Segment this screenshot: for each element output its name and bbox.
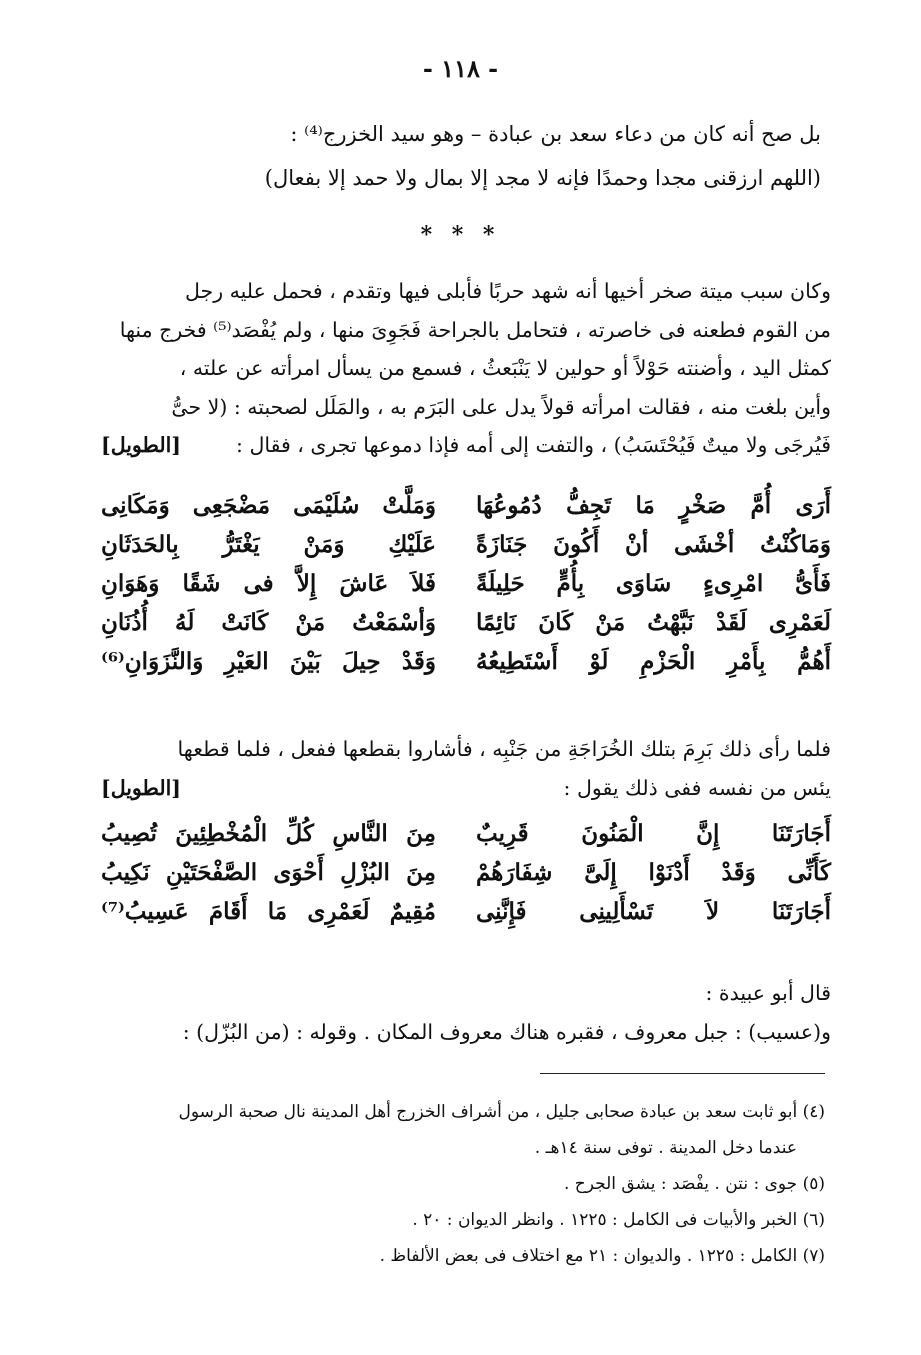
paragraph-1: [101, 272, 831, 465]
paragraph-line: فلما رأى ذلك بَرِمَ بتلك الخُرَاجَةِ من جَنْبِه ، فأشاروا بقطعها ففعل ، فلما قطعها: [177, 737, 831, 761]
page-number: - ١١٨ -: [422, 54, 499, 83]
paragraph-line: [101, 426, 831, 465]
hemistich-first: كَأَنِّى وَقَدْ أَدْنَوْا إِلَىَّ شِفَارَهُمْ: [476, 859, 831, 886]
hemistich-second: وَمَلَّتْ سُلَيْمَى مَضْجَعِى وَمَكَانِى: [101, 492, 436, 519]
closing-text: [101, 974, 831, 1052]
hemistich-second: وَأسْمَعْتُ مَنْ كَانَتْ لَهُ أُذُنَانِ: [101, 609, 436, 636]
paragraph-line: وأين بلغت منه ، فقالت امرأته قولاً يدل على البَرَم به ، والمَلَل لصحبته : (لا حىُّ: [171, 394, 831, 419]
intro-line: بل صح أنه كان من دعاء سعد بن عبادة – وهو سيد الخزرج⁽⁴⁾ :: [290, 122, 821, 146]
poem-2: [101, 820, 831, 937]
verse: [101, 531, 831, 570]
verse: [101, 570, 831, 609]
hemistich-second: فَلاَ عَاشَ إِلاَّ فى شَقًا وَهَوَانِ: [101, 570, 436, 597]
hemistich-first: فَأَىُّ امْرِىءٍ سَاوَى بِأُمٍّ حَلِيلَةً: [476, 570, 831, 597]
hemistich-first: أَجَارَتَنَا لاَ تَسْأَلِينِى فَإِنَّنِى: [476, 898, 831, 925]
hemistich-second: مِنَ البُزْلِ أَحْوَى الصَّفْحَتَيْنِ نَكِيبُ: [101, 859, 436, 886]
paragraph-line: قال أبو عبيدة :: [705, 981, 831, 1005]
hemistich-second: وَقَدْ حِيلَ بَيْنَ العَيْرِ وَالنَّزَوَانِ⁽⁶⁾: [101, 648, 436, 675]
hemistich-second: مُقِيمٌ لَعَمْرِى مَا أَقَامَ عَسِيبُ⁽⁷⁾: [101, 898, 436, 925]
footnotes: [95, 1094, 825, 1274]
hemistich-second: مِنَ النَّاسِ كُلِّ الْمُخْطِئِينَ تُصِيبُ: [101, 820, 436, 847]
paragraph-line-text: يئس من نفسه ففى ذلك يقول :: [563, 776, 831, 800]
section-separator: * * *: [420, 222, 501, 248]
verse: [101, 859, 831, 898]
hemistich-second: عَلَيْكِ وَمَنْ يَغْتَرُّ بِالحَدَثَانِ: [101, 531, 436, 558]
footnote: (٥) جوى : نتن . يفْصَد : يشق الجرح .: [563, 1174, 825, 1194]
poem-1: [101, 492, 831, 687]
verse: [101, 492, 831, 531]
hemistich-first: أَرَى أُمَّ صَخْرٍ مَا تَجِفُّ دُمُوعُهَا: [476, 492, 831, 519]
hemistich-first: لَعَمْرِى لَقَدْ نَبَّهْتُ مَنْ كَانَ نَائِمًا: [476, 609, 831, 636]
hemistich-first: وَمَاكُنْتُ أخْشَى أنْ أَكُونَ جَنَازَةً: [476, 531, 831, 558]
paragraph-line: من القوم فطعنه فى خاصرته ، فتحامل بالجراحة فَجَوِىَ منها ، ولم يُفْصَد⁽⁵⁾ فخرج منها: [119, 317, 831, 342]
footnote: (٦) الخبر والأبيات فى الكامل : ١٢٢٥ . وانظر الديوان : ٢٠ .: [412, 1210, 825, 1230]
intro-line: (اللهم ارزقنى مجدا وحمدًا فإنه لا مجد إلا بمال ولا حمد إلا بفعال): [264, 166, 821, 190]
paragraph-line: و(عسيب) : جبل معروف ، فقبره هناك معروف المكان . وقوله : (من البُزّل) :: [182, 1020, 831, 1044]
paragraph-line: وكان سبب ميتة صخر أخيها أنه شهد حربًا فأبلى فيها وتقدم ، فحمل عليه رجل: [185, 279, 831, 303]
footnote: (٤) أبو ثابت سعد بن عبادة صحابى جليل ، من أشراف الخزرج أهل المدينة نال صحبة الرسول: [178, 1102, 825, 1122]
paragraph-line: كمثل اليد ، وأضنته حَوْلاً أو حولين لا يَنْبَعثُ ، فسمع من يسأل امرأته عن علته ،: [179, 356, 831, 380]
footnote-divider: [540, 1073, 825, 1074]
verse: [101, 609, 831, 648]
paragraph-last-line: فَيُرجَى ولا ميتٌ فَيُحْتَسَبُ) ، والتفت إلى أمه فإذا دموعها تجرى ، فقال :: [236, 433, 831, 457]
verse: [101, 820, 831, 859]
footnote-continuation: عندما دخل المدينة . توفى سنة ١٤هـ .: [534, 1138, 797, 1158]
paragraph-line: [101, 769, 831, 808]
hemistich-first: أَهُمُّ بِأَمْرِ الْحَزْمِ لَوْ أَسْتَطِيعُهُ: [476, 648, 831, 675]
hemistich-first: أَجَارَتَنَا إِنَّ الْمَنُونَ قَرِيبٌ: [476, 820, 831, 847]
paragraph-2: [101, 730, 831, 808]
verse: [101, 898, 831, 937]
meter-label: [الطويل]: [101, 776, 181, 800]
footnote: (٧) الكامل : ١٢٢٥ . والديوان : ٢١ مع اختلاف فى بعض الألفاظ .: [379, 1246, 825, 1266]
intro-text: [121, 112, 821, 200]
verse: [101, 648, 831, 687]
meter-label: [الطويل]: [101, 433, 181, 457]
